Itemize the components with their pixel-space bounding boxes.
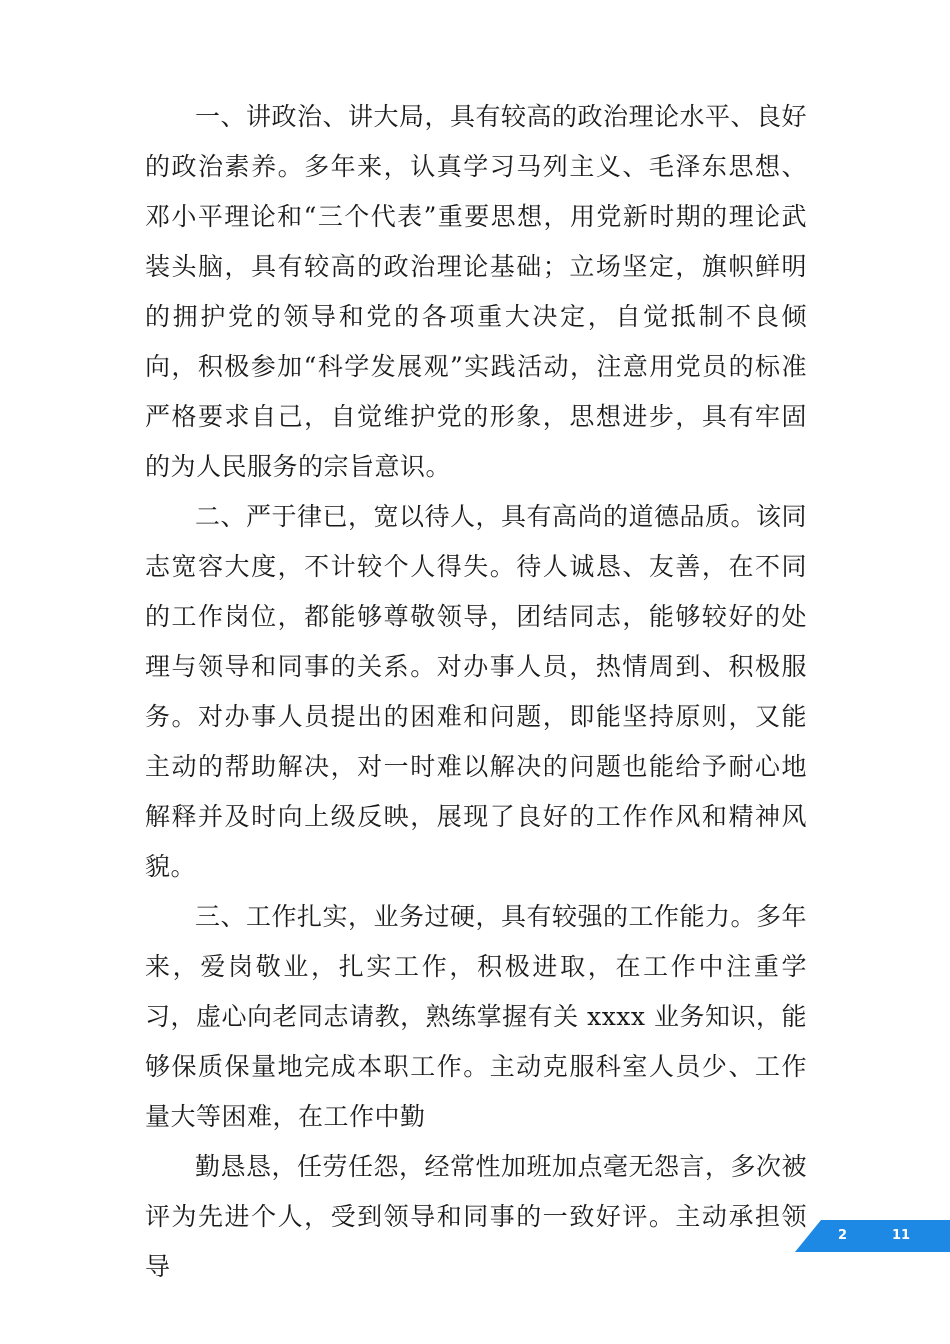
page-number-total: 11 <box>892 1228 911 1243</box>
paragraph-political: 一、讲政治、讲大局，具有较高的政治理论水平、良好的政治素养。多年来，认真学习马列主义、毛泽东思想、邓小平理论和“三个代表”重要思想，用党新时期的理论武装头脑，具有较高的政治理论基础；立场坚定，旗帜鲜明的拥护党的领导和党的各项重大决定，自觉抵制不良倾向，积极参加“科学发展观”实践活动，注意用党员的标准严格要求自己，自觉维护党的形象，思想进步，具有牢固的为人民服务的宗旨意识。 <box>145 102 808 481</box>
paragraph-continued: 勤恳恳，任劳任怨，经常性加班加点毫无怨言，多次被评为先进个人，受到领导和同事的一致好评。主动承担领导 <box>145 1152 808 1281</box>
page-number-current: 2 <box>838 1228 848 1243</box>
paragraph-moral: 二、严于律已，宽以待人，具有高尚的道德品质。该同志宽容大度，不计较个人得失。待人诚恳、友善，在不同的工作岗位，都能够尊敬领导，团结同志，能够较好的处理与领导和同事的关系。对办事人员，热情周到、积极服务。对办事人员提出的困难和问题，即能坚持原则，又能主动的帮助解决，对一时难以解决的问题也能给予耐心地解释并及时向上级反映，展现了良好的工作作风和精神风貌。 <box>145 502 808 881</box>
paragraph-work: 三、工作扎实，业务过硬，具有较强的工作能力。多年来，爱岗敬业，扎实工作，积极进取，在工作中注重学习，虚心向老同志请教，熟练掌握有关 xxxx 业务知识，能够保质保量地完成本职工作。主动克服科室人员少、工作量大等困难，在工作中勤 <box>145 902 808 1131</box>
document-body <box>145 92 807 1292</box>
page-footer-bar <box>795 1220 950 1252</box>
